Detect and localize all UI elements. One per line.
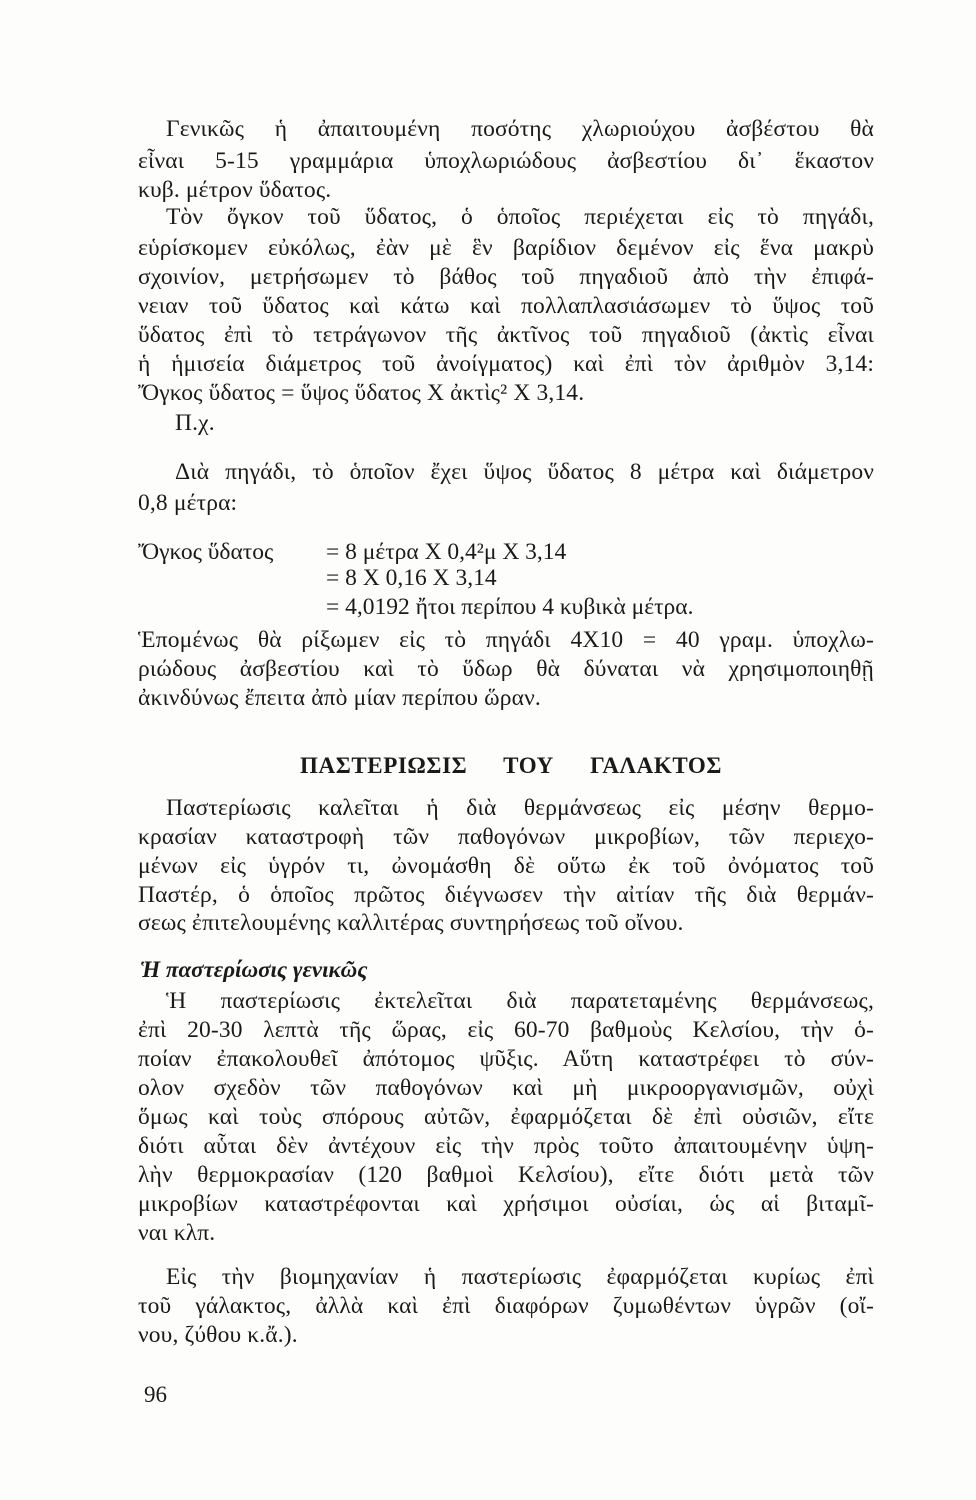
calc-line-1: = 8 μέτρα Χ 0,4²μ Χ 3,14 xyxy=(326,539,567,565)
section-heading: ΠΑΣΤΕΡΙΩΣΙΣ ΤΟΥ ΓΑΛΑΚΤΟΣ xyxy=(300,753,722,778)
body-line-2: ἐπὶ 20-30 λεπτὰ τῆς ὥρας, εἰς 60-70 βαθμοὺς Κελσίου, τὴν ὁ- xyxy=(138,1017,874,1043)
body-line-4: ολον σχεδὸν τῶν παθογόνων καὶ μὴ μικροοργανισμῶν, οὐχὶ xyxy=(138,1075,874,1101)
body-line-7: λὴν θερμοκρασίαν (120 βαθμοὶ Κελσίου), εἴτε διότι μετὰ τῶν xyxy=(138,1162,874,1188)
volume-line-4: νειαν τοῦ ὕδατος καὶ κάτω καὶ πολλαπλασιάσωμεν τὸ ὕψος τοῦ xyxy=(138,293,874,319)
definition-line-1: Παστερίωσις καλεῖται ἡ διὰ θερμάνσεως εἰς μέσην θερμο- xyxy=(166,795,874,821)
example-line-2: 0,8 μέτρα: xyxy=(138,490,238,516)
body-line-5: ὅμως καὶ τοὺς σπόρους αὐτῶν, ἐφαρμόζεται δὲ ἐπὶ οὐσιῶν, εἴτε xyxy=(138,1104,874,1130)
intro-line-3: κυβ. μέτρον ὕδατος. xyxy=(138,177,332,203)
calc-label: Ὄγκος ὕδατος xyxy=(138,539,274,565)
example-line-1: Διὰ πηγάδι, τὸ ὁποῖον ἔχει ὕψος ὕδατος 8 μέτρα καὶ διάμετρον xyxy=(175,459,874,485)
volume-line-5: ὕδατος ἐπὶ τὸ τετράγωνον τῆς ἀκτῖνος τοῦ πηγαδιοῦ (ἀκτὶς εἶναι xyxy=(138,322,874,348)
definition-line-2: κρασίαν καταστροφὴ τῶν παθογόνων μικροβίων, τῶν περιεχο- xyxy=(138,824,874,850)
body-line-9: ναι κλπ. xyxy=(138,1220,216,1246)
intro-line-1: Γενικῶς ἡ ἀπαιτουμένη ποσότης χλωριούχου ἀσβέστου θὰ xyxy=(166,116,874,142)
definition-line-3: μένων εἰς ὑγρόν τι, ὠνομάσθη δὲ οὕτω ἐκ τοῦ ὀνόματος τοῦ xyxy=(138,853,874,879)
definition-line-4: Παστέρ, ὁ ὁποῖος πρῶτος διέγνωσεν τὴν αἰτίαν τῆς διὰ θερμάν- xyxy=(138,882,874,908)
calc-line-3: = 4,0192 ἤτοι περίπου 4 κυβικὰ μέτρα. xyxy=(326,594,694,620)
volume-line-3: σχοινίον, μετρήσωμεν τὸ βάθος τοῦ πηγαδιοῦ ἀπὸ τὴν ἐπιφά- xyxy=(138,264,874,290)
volume-formula: Ὄγκος ὕδατος = ὕψος ὕδατος Χ ἀκτὶς² Χ 3,14. xyxy=(138,380,585,406)
example-label: Π.χ. xyxy=(175,410,215,436)
volume-line-1: Τὸν ὄγκον τοῦ ὕδατος, ὁ ὁποῖος περιέχεται εἰς τὸ πηγάδι, xyxy=(166,204,874,230)
volume-line-6: ἡ ἡμισεία διάμετρος τοῦ ἀνοίγματος) καὶ ἐπὶ τὸν ἀριθμὸν 3,14: xyxy=(138,351,874,377)
body-line-6: διότι αὗται δὲν ἀντέχουν εἰς τὴν πρὸς τοῦτο ἀπαιτουμένην ὑψη- xyxy=(138,1133,874,1159)
definition-line-5: σεως ἐπιτελουμένης καλλιτέρας συντηρήσεως τοῦ οἴνου. xyxy=(138,910,684,936)
conclusion-line-1: Ἑπομένως θὰ ρίξωμεν εἰς τὸ πηγάδι 4Χ10 = 40 γραμ. ὑποχλω- xyxy=(138,627,874,653)
subsection-heading: Ἡ παστερίωσις γενικῶς xyxy=(140,957,368,982)
body-line-1: Ἡ παστερίωσις ἐκτελεῖται διὰ παρατεταμένης θερμάνσεως, xyxy=(166,988,874,1014)
body-line-3: ποίαν ἐπακολουθεῖ ἀπότομος ψῦξις. Αὕτη καταστρέφει τὸ σύν- xyxy=(138,1046,874,1072)
conclusion-line-2: ριώδους ἀσβεστίου καὶ τὸ ὕδωρ θὰ δύναται νὰ χρησιμοποιηθῇ xyxy=(138,656,874,682)
industry-line-3: νου, ζύθου κ.ἄ.). xyxy=(138,1322,298,1348)
volume-line-2: εὑρίσκομεν εὐκόλως, ἐὰν μὲ ἓν βαρίδιον δεμένον εἰς ἕνα μακρὺ xyxy=(138,235,874,261)
conclusion-line-3: ἀκινδύνως ἔπειτα ἀπὸ μίαν περίπου ὥραν. xyxy=(138,685,541,711)
page-number: 96 xyxy=(144,1382,167,1407)
body-line-8: μικροβίων καταστρέφονται καὶ χρήσιμοι οὐσίαι, ὡς αἱ βιταμῖ- xyxy=(138,1191,874,1217)
industry-line-2: τοῦ γάλακτος, ἀλλὰ καὶ ἐπὶ διαφόρων ζυμωθέντων ὑγρῶν (οἴ- xyxy=(138,1293,874,1319)
industry-line-1: Εἰς τὴν βιομηχανίαν ἡ παστερίωσις ἐφαρμόζεται κυρίως ἐπὶ xyxy=(166,1264,874,1290)
calc-line-2: = 8 Χ 0,16 Χ 3,14 xyxy=(326,565,497,591)
intro-line-2: εἶναι 5-15 γραμμάρια ὑποχλωριώδους ἀσβεστίου δι᾽ ἕκαστον xyxy=(138,148,874,174)
